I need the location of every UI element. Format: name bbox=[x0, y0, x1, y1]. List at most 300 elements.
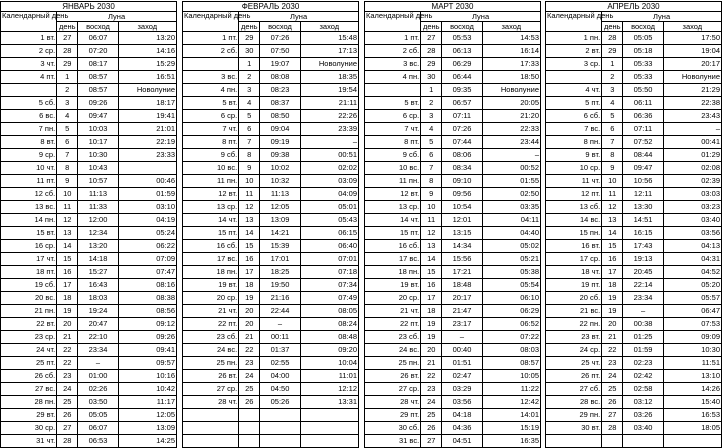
moonrise-cell: 03:50 bbox=[78, 396, 118, 409]
table-row bbox=[1, 370, 177, 383]
table-row bbox=[183, 123, 359, 136]
moonrise-cell: 10:54 bbox=[442, 201, 482, 214]
moon-day-cell: 20 bbox=[239, 318, 260, 331]
moonset-cell: 01:55 bbox=[482, 175, 540, 188]
moonset-cell: 14:26 bbox=[663, 383, 721, 396]
moonrise-cell: 17:21 bbox=[442, 266, 482, 279]
date-column-header: Календарный день bbox=[546, 12, 602, 32]
moonset-cell: 09:12 bbox=[118, 318, 176, 331]
date-cell: 15 пн. bbox=[546, 227, 602, 240]
moonset-cell: 02:39 bbox=[663, 175, 721, 188]
moonrise-cell: 23:34 bbox=[623, 292, 663, 305]
moon-day-cell: 9 bbox=[239, 162, 260, 175]
moonrise-cell: 00:40 bbox=[442, 344, 482, 357]
moonset-cell: 12:05 bbox=[118, 409, 176, 422]
moon-day-cell: 15 bbox=[57, 253, 78, 266]
moon-day-cell: 11 bbox=[421, 214, 442, 227]
date-cell: 30 ср. bbox=[1, 422, 57, 435]
table-row bbox=[365, 266, 541, 279]
moonset-cell: 03:03 bbox=[663, 188, 721, 201]
rise-column-header: восход bbox=[260, 22, 300, 32]
moonrise-cell: 02:47 bbox=[442, 370, 482, 383]
date-cell: 19 сб. bbox=[1, 279, 57, 292]
table-row bbox=[546, 305, 722, 318]
moonrise-cell: 05:18 bbox=[623, 45, 663, 58]
table-row bbox=[546, 344, 722, 357]
moon-day-cell: 17 bbox=[602, 266, 623, 279]
table-row bbox=[546, 201, 722, 214]
moonset-cell: 17:50 bbox=[663, 32, 721, 45]
date-cell bbox=[1, 84, 57, 97]
date-cell: 2 ср. bbox=[1, 45, 57, 58]
moonset-cell: 08:05 bbox=[300, 305, 358, 318]
moon-day-cell: 17 bbox=[421, 292, 442, 305]
rise-column-header: восход bbox=[442, 22, 482, 32]
table-row bbox=[1, 123, 177, 136]
date-cell: 27 вс. bbox=[1, 383, 57, 396]
moon-day-cell: 25 bbox=[57, 396, 78, 409]
moonrise-cell: 08:57 bbox=[78, 84, 118, 97]
month-table-0 bbox=[0, 1, 177, 448]
empty-cell bbox=[300, 435, 358, 448]
date-cell: 13 вс. bbox=[1, 201, 57, 214]
moonset-cell: 09:57 bbox=[118, 357, 176, 370]
moonrise-cell: 09:19 bbox=[260, 136, 300, 149]
date-cell: 23 ср. bbox=[1, 331, 57, 344]
moon-day-cell: 19 bbox=[57, 305, 78, 318]
moonset-cell: 03:23 bbox=[663, 201, 721, 214]
moonset-cell: 00:41 bbox=[663, 136, 721, 149]
month-title: ФЕВРАЛЬ 2030 bbox=[183, 2, 359, 12]
table-row bbox=[1, 201, 177, 214]
moonrise-cell: 01:59 bbox=[623, 344, 663, 357]
moon-day-cell: 27 bbox=[602, 409, 623, 422]
moonset-cell: 08:24 bbox=[300, 318, 358, 331]
day-column-header: день bbox=[239, 22, 260, 32]
date-cell: 1 пт. bbox=[183, 32, 239, 45]
moon-day-cell: 14 bbox=[239, 227, 260, 240]
moonrise-cell: 19:50 bbox=[260, 279, 300, 292]
table-row bbox=[365, 214, 541, 227]
moon-day-cell: 21 bbox=[421, 357, 442, 370]
moon-day-cell: 2 bbox=[239, 71, 260, 84]
table-row bbox=[365, 71, 541, 84]
moon-day-cell: 9 bbox=[602, 162, 623, 175]
table-row bbox=[183, 266, 359, 279]
moonset-cell: 14:16 bbox=[118, 45, 176, 58]
moonrise-cell: 18:25 bbox=[260, 266, 300, 279]
moon-day-cell: 7 bbox=[602, 136, 623, 149]
date-cell: 19 пт. bbox=[546, 279, 602, 292]
moon-day-cell: 8 bbox=[602, 149, 623, 162]
moonset-cell: 13:20 bbox=[118, 32, 176, 45]
moon-day-cell: 25 bbox=[421, 409, 442, 422]
moonrise-cell: 08:37 bbox=[260, 97, 300, 110]
table-row bbox=[1, 422, 177, 435]
moonset-cell: 11:17 bbox=[118, 396, 176, 409]
moonset-cell: 15:29 bbox=[118, 58, 176, 71]
moonset-cell: 22:26 bbox=[300, 110, 358, 123]
moonset-cell: 00:51 bbox=[300, 149, 358, 162]
moon-day-cell: 14 bbox=[602, 227, 623, 240]
moon-day-cell: 19 bbox=[602, 305, 623, 318]
moonrise-cell: 01:37 bbox=[260, 344, 300, 357]
moonrise-cell: 08:17 bbox=[78, 58, 118, 71]
table-row bbox=[1, 266, 177, 279]
date-cell: 13 ср. bbox=[365, 201, 421, 214]
date-cell: 15 вт. bbox=[1, 227, 57, 240]
moonrise-cell: 05:33 bbox=[623, 58, 663, 71]
table-row bbox=[365, 409, 541, 422]
moon-day-cell: 18 bbox=[602, 279, 623, 292]
table-row bbox=[365, 123, 541, 136]
set-column-header: заход bbox=[482, 22, 540, 32]
date-cell: 25 чт. bbox=[546, 357, 602, 370]
moon-day-cell: 27 bbox=[57, 32, 78, 45]
moonset-cell: 02:50 bbox=[482, 188, 540, 201]
moonrise-cell: 19:07 bbox=[260, 58, 300, 71]
date-cell: 5 вт. bbox=[183, 97, 239, 110]
date-cell: 26 вт. bbox=[183, 370, 239, 383]
table-row bbox=[546, 149, 722, 162]
moonset-cell: 06:40 bbox=[300, 240, 358, 253]
date-cell: 23 сб. bbox=[365, 331, 421, 344]
table-row bbox=[365, 357, 541, 370]
moonrise-cell: 06:44 bbox=[442, 71, 482, 84]
moonset-cell: 14:25 bbox=[118, 435, 176, 448]
moonrise-cell: 10:17 bbox=[78, 136, 118, 149]
moonrise-cell: 09:47 bbox=[78, 110, 118, 123]
moonset-cell: 18:35 bbox=[300, 71, 358, 84]
moon-day-cell: 23 bbox=[602, 357, 623, 370]
moonrise-cell: – bbox=[623, 305, 663, 318]
moonrise-cell: – bbox=[260, 318, 300, 331]
moon-day-cell: 2 bbox=[421, 97, 442, 110]
date-cell: 4 пн. bbox=[183, 84, 239, 97]
moon-day-cell: 23 bbox=[421, 383, 442, 396]
table-row bbox=[183, 422, 359, 435]
moonset-cell: 05:57 bbox=[663, 292, 721, 305]
moonrise-cell: 21:16 bbox=[260, 292, 300, 305]
table-row bbox=[365, 396, 541, 409]
moonrise-cell: 05:53 bbox=[442, 32, 482, 45]
date-cell: 6 сб. bbox=[546, 110, 602, 123]
table-row bbox=[365, 422, 541, 435]
date-cell: 22 пт. bbox=[365, 318, 421, 331]
date-cell: 2 сб. bbox=[365, 45, 421, 58]
moonset-cell: 04:09 bbox=[300, 188, 358, 201]
moonset-cell: 16:51 bbox=[118, 71, 176, 84]
date-cell: 25 пн. bbox=[365, 357, 421, 370]
date-cell: 28 пн. bbox=[1, 396, 57, 409]
moon-day-cell: 10 bbox=[57, 188, 78, 201]
moonset-cell: 04:31 bbox=[663, 253, 721, 266]
moonrise-cell: 12:01 bbox=[442, 214, 482, 227]
date-cell: 27 ср. bbox=[365, 383, 421, 396]
table-row bbox=[1, 292, 177, 305]
day-column-header: день bbox=[602, 22, 623, 32]
table-row bbox=[183, 344, 359, 357]
moon-day-cell: 4 bbox=[421, 123, 442, 136]
moonrise-cell: 06:13 bbox=[442, 45, 482, 58]
date-cell: 7 чт. bbox=[183, 123, 239, 136]
moonrise-cell: 14:21 bbox=[260, 227, 300, 240]
moonset-cell: 06:15 bbox=[300, 227, 358, 240]
date-cell: 20 ср. bbox=[183, 292, 239, 305]
date-cell: 23 вт. bbox=[546, 331, 602, 344]
moon-day-cell: 7 bbox=[57, 149, 78, 162]
moonset-cell: 05:01 bbox=[300, 201, 358, 214]
moonrise-cell: 06:53 bbox=[78, 435, 118, 448]
moonrise-cell: 23:17 bbox=[442, 318, 482, 331]
moonrise-cell: 17:01 bbox=[260, 253, 300, 266]
moon-day-cell: 3 bbox=[57, 97, 78, 110]
date-cell: 6 ср. bbox=[183, 110, 239, 123]
moonrise-cell: 02:58 bbox=[623, 383, 663, 396]
moonset-cell: 05:20 bbox=[663, 279, 721, 292]
moonset-cell: 19:04 bbox=[663, 45, 721, 58]
date-cell: 10 вс. bbox=[183, 162, 239, 175]
date-cell: 7 чт. bbox=[365, 123, 421, 136]
moonset-cell: 03:10 bbox=[118, 201, 176, 214]
date-cell: 31 вс. bbox=[365, 435, 421, 448]
moon-day-cell: 6 bbox=[239, 123, 260, 136]
moonrise-cell: 06:36 bbox=[623, 110, 663, 123]
table-row bbox=[183, 253, 359, 266]
moonset-cell: 13:09 bbox=[118, 422, 176, 435]
moon-day-cell: 7 bbox=[421, 162, 442, 175]
rise-column-header: восход bbox=[78, 22, 118, 32]
moonset-cell: 19:41 bbox=[118, 110, 176, 123]
moonset-cell: 22:33 bbox=[482, 123, 540, 136]
table-row bbox=[1, 331, 177, 344]
month-table-2 bbox=[364, 1, 541, 448]
set-column-header: заход bbox=[118, 22, 176, 32]
moon-day-cell: 9 bbox=[421, 188, 442, 201]
moonrise-cell: 02:55 bbox=[260, 357, 300, 370]
table-row bbox=[1, 162, 177, 175]
moonset-cell: 04:52 bbox=[663, 266, 721, 279]
moonrise-cell: 03:29 bbox=[442, 383, 482, 396]
moonset-cell: 18:50 bbox=[482, 71, 540, 84]
moonset-cell: 16:53 bbox=[663, 409, 721, 422]
date-cell: 24 вс. bbox=[183, 344, 239, 357]
moonset-cell: 22:38 bbox=[663, 97, 721, 110]
moonrise-cell: 17:43 bbox=[623, 240, 663, 253]
moonrise-cell: 20:47 bbox=[78, 318, 118, 331]
table-row bbox=[1, 305, 177, 318]
moonrise-cell: 06:11 bbox=[623, 97, 663, 110]
moonrise-cell: 13:20 bbox=[78, 240, 118, 253]
moon-day-cell: 19 bbox=[421, 331, 442, 344]
moon-day-cell: 29 bbox=[421, 58, 442, 71]
moonset-cell: 15:40 bbox=[663, 396, 721, 409]
date-cell: 18 пт. bbox=[1, 266, 57, 279]
moonrise-cell: 21:47 bbox=[442, 305, 482, 318]
moonrise-cell: 08:06 bbox=[442, 149, 482, 162]
moonrise-cell: 06:07 bbox=[78, 32, 118, 45]
moon-day-cell: 28 bbox=[57, 435, 78, 448]
date-cell: 15 пт. bbox=[183, 227, 239, 240]
moon-day-cell: 28 bbox=[602, 32, 623, 45]
moonset-cell: 14:53 bbox=[482, 32, 540, 45]
moonrise-cell: 19:13 bbox=[623, 253, 663, 266]
moonrise-cell: 16:15 bbox=[623, 227, 663, 240]
empty-cell bbox=[260, 435, 300, 448]
moonset-cell: 06:47 bbox=[663, 305, 721, 318]
moonset-cell: 23:44 bbox=[482, 136, 540, 149]
moon-day-cell: 10 bbox=[602, 175, 623, 188]
moonset-cell: 02:02 bbox=[300, 162, 358, 175]
moonrise-cell: 07:20 bbox=[78, 45, 118, 58]
moonset-cell: 06:52 bbox=[482, 318, 540, 331]
moon-day-cell: 3 bbox=[239, 84, 260, 97]
moon-column-header: Луна bbox=[57, 12, 177, 22]
moonset-cell: 06:10 bbox=[482, 292, 540, 305]
moonrise-cell: 05:26 bbox=[260, 396, 300, 409]
empty-cell bbox=[623, 435, 663, 448]
table-row bbox=[1, 435, 177, 448]
moonrise-cell: 04:36 bbox=[442, 422, 482, 435]
moonset-cell: 07:47 bbox=[118, 266, 176, 279]
table-row bbox=[546, 409, 722, 422]
table-row bbox=[1, 110, 177, 123]
date-cell bbox=[546, 71, 602, 84]
table-row bbox=[365, 32, 541, 45]
table-row bbox=[183, 97, 359, 110]
date-cell: 16 вт. bbox=[546, 240, 602, 253]
date-cell: 31 чт. bbox=[1, 435, 57, 448]
moonset-cell: 23:39 bbox=[300, 123, 358, 136]
moon-day-cell: 18 bbox=[421, 305, 442, 318]
moon-day-cell: 22 bbox=[239, 344, 260, 357]
moonset-cell: 05:54 bbox=[482, 279, 540, 292]
moonset-cell: 11:51 bbox=[663, 357, 721, 370]
table-row bbox=[365, 305, 541, 318]
moon-day-cell: 24 bbox=[239, 370, 260, 383]
table-row bbox=[183, 32, 359, 45]
date-cell bbox=[365, 84, 421, 97]
table-row bbox=[183, 305, 359, 318]
date-cell: 12 пт. bbox=[546, 188, 602, 201]
moon-day-cell: 26 bbox=[57, 409, 78, 422]
moonset-cell: 14:01 bbox=[482, 409, 540, 422]
moonrise-cell: 15:39 bbox=[260, 240, 300, 253]
moon-day-cell: 6 bbox=[602, 123, 623, 136]
moonrise-cell: 10:56 bbox=[623, 175, 663, 188]
table-row bbox=[1, 357, 177, 370]
moon-day-cell: 18 bbox=[239, 279, 260, 292]
table-row bbox=[1, 175, 177, 188]
moonset-cell: 00:52 bbox=[482, 162, 540, 175]
moon-day-cell: 24 bbox=[57, 383, 78, 396]
table-row bbox=[1, 409, 177, 422]
date-cell: 29 пт. bbox=[365, 409, 421, 422]
date-cell: 23 сб. bbox=[183, 331, 239, 344]
table-row bbox=[1, 149, 177, 162]
moonrise-cell: 09:35 bbox=[442, 84, 482, 97]
table-row bbox=[546, 396, 722, 409]
date-cell: 18 пн. bbox=[365, 266, 421, 279]
moonset-cell: Новолуние bbox=[300, 58, 358, 71]
table-row bbox=[365, 253, 541, 266]
moonrise-cell: 12:11 bbox=[623, 188, 663, 201]
date-cell: 18 пн. bbox=[183, 266, 239, 279]
table-row bbox=[183, 409, 359, 422]
moon-day-cell: 1 bbox=[239, 58, 260, 71]
moonrise-cell: 11:33 bbox=[78, 201, 118, 214]
moonrise-cell: 10:02 bbox=[260, 162, 300, 175]
moon-day-cell: 11 bbox=[602, 188, 623, 201]
empty-cell bbox=[239, 435, 260, 448]
table-row bbox=[1, 214, 177, 227]
moonset-cell: 05:38 bbox=[482, 266, 540, 279]
table-row bbox=[546, 227, 722, 240]
moon-day-cell: 23 bbox=[239, 357, 260, 370]
moonset-cell: 08:56 bbox=[118, 305, 176, 318]
date-cell: 17 чт. bbox=[1, 253, 57, 266]
moon-day-cell: 12 bbox=[239, 201, 260, 214]
date-cell: 12 сб. bbox=[1, 188, 57, 201]
moonset-cell: 08:03 bbox=[482, 344, 540, 357]
date-cell: 11 пн. bbox=[365, 175, 421, 188]
moonrise-cell: 07:26 bbox=[442, 123, 482, 136]
date-cell: 20 сб. bbox=[546, 292, 602, 305]
table-row bbox=[1, 396, 177, 409]
moon-day-cell: 13 bbox=[421, 240, 442, 253]
moonrise-cell: 09:26 bbox=[78, 97, 118, 110]
table-row bbox=[1, 71, 177, 84]
date-cell: 22 вт. bbox=[1, 318, 57, 331]
moonrise-cell: 08:50 bbox=[260, 110, 300, 123]
moonrise-cell: 07:50 bbox=[260, 45, 300, 58]
moonset-cell: 13:10 bbox=[663, 370, 721, 383]
table-row bbox=[365, 175, 541, 188]
table-row bbox=[183, 188, 359, 201]
table-row bbox=[546, 136, 722, 149]
moon-day-cell: 16 bbox=[239, 253, 260, 266]
date-cell: 28 чт. bbox=[365, 396, 421, 409]
moon-day-cell: 26 bbox=[421, 422, 442, 435]
moonrise-cell: 09:38 bbox=[260, 149, 300, 162]
date-cell: 19 вт. bbox=[183, 279, 239, 292]
table-row bbox=[1, 279, 177, 292]
table-row bbox=[183, 396, 359, 409]
table-row bbox=[1, 383, 177, 396]
table-row bbox=[365, 136, 541, 149]
moon-day-cell: 29 bbox=[602, 45, 623, 58]
date-cell: 26 пт. bbox=[546, 370, 602, 383]
table-row bbox=[183, 58, 359, 71]
table-row bbox=[183, 292, 359, 305]
empty-cell bbox=[183, 422, 239, 435]
date-cell: 8 вт. bbox=[1, 136, 57, 149]
moonset-cell: 05:21 bbox=[482, 253, 540, 266]
table-row bbox=[365, 435, 541, 448]
moonset-cell: 23:43 bbox=[663, 110, 721, 123]
moonrise-cell: 06:07 bbox=[78, 422, 118, 435]
date-cell: 5 сб. bbox=[1, 97, 57, 110]
moonrise-cell: 08:08 bbox=[260, 71, 300, 84]
moonrise-cell: 20:45 bbox=[623, 266, 663, 279]
table-row bbox=[546, 435, 722, 448]
moonrise-cell: 00:11 bbox=[260, 331, 300, 344]
table-row bbox=[365, 110, 541, 123]
moon-day-cell: 15 bbox=[239, 240, 260, 253]
moonrise-cell: 05:50 bbox=[623, 84, 663, 97]
moonset-cell: 07:34 bbox=[300, 279, 358, 292]
moonrise-cell: 04:50 bbox=[260, 383, 300, 396]
